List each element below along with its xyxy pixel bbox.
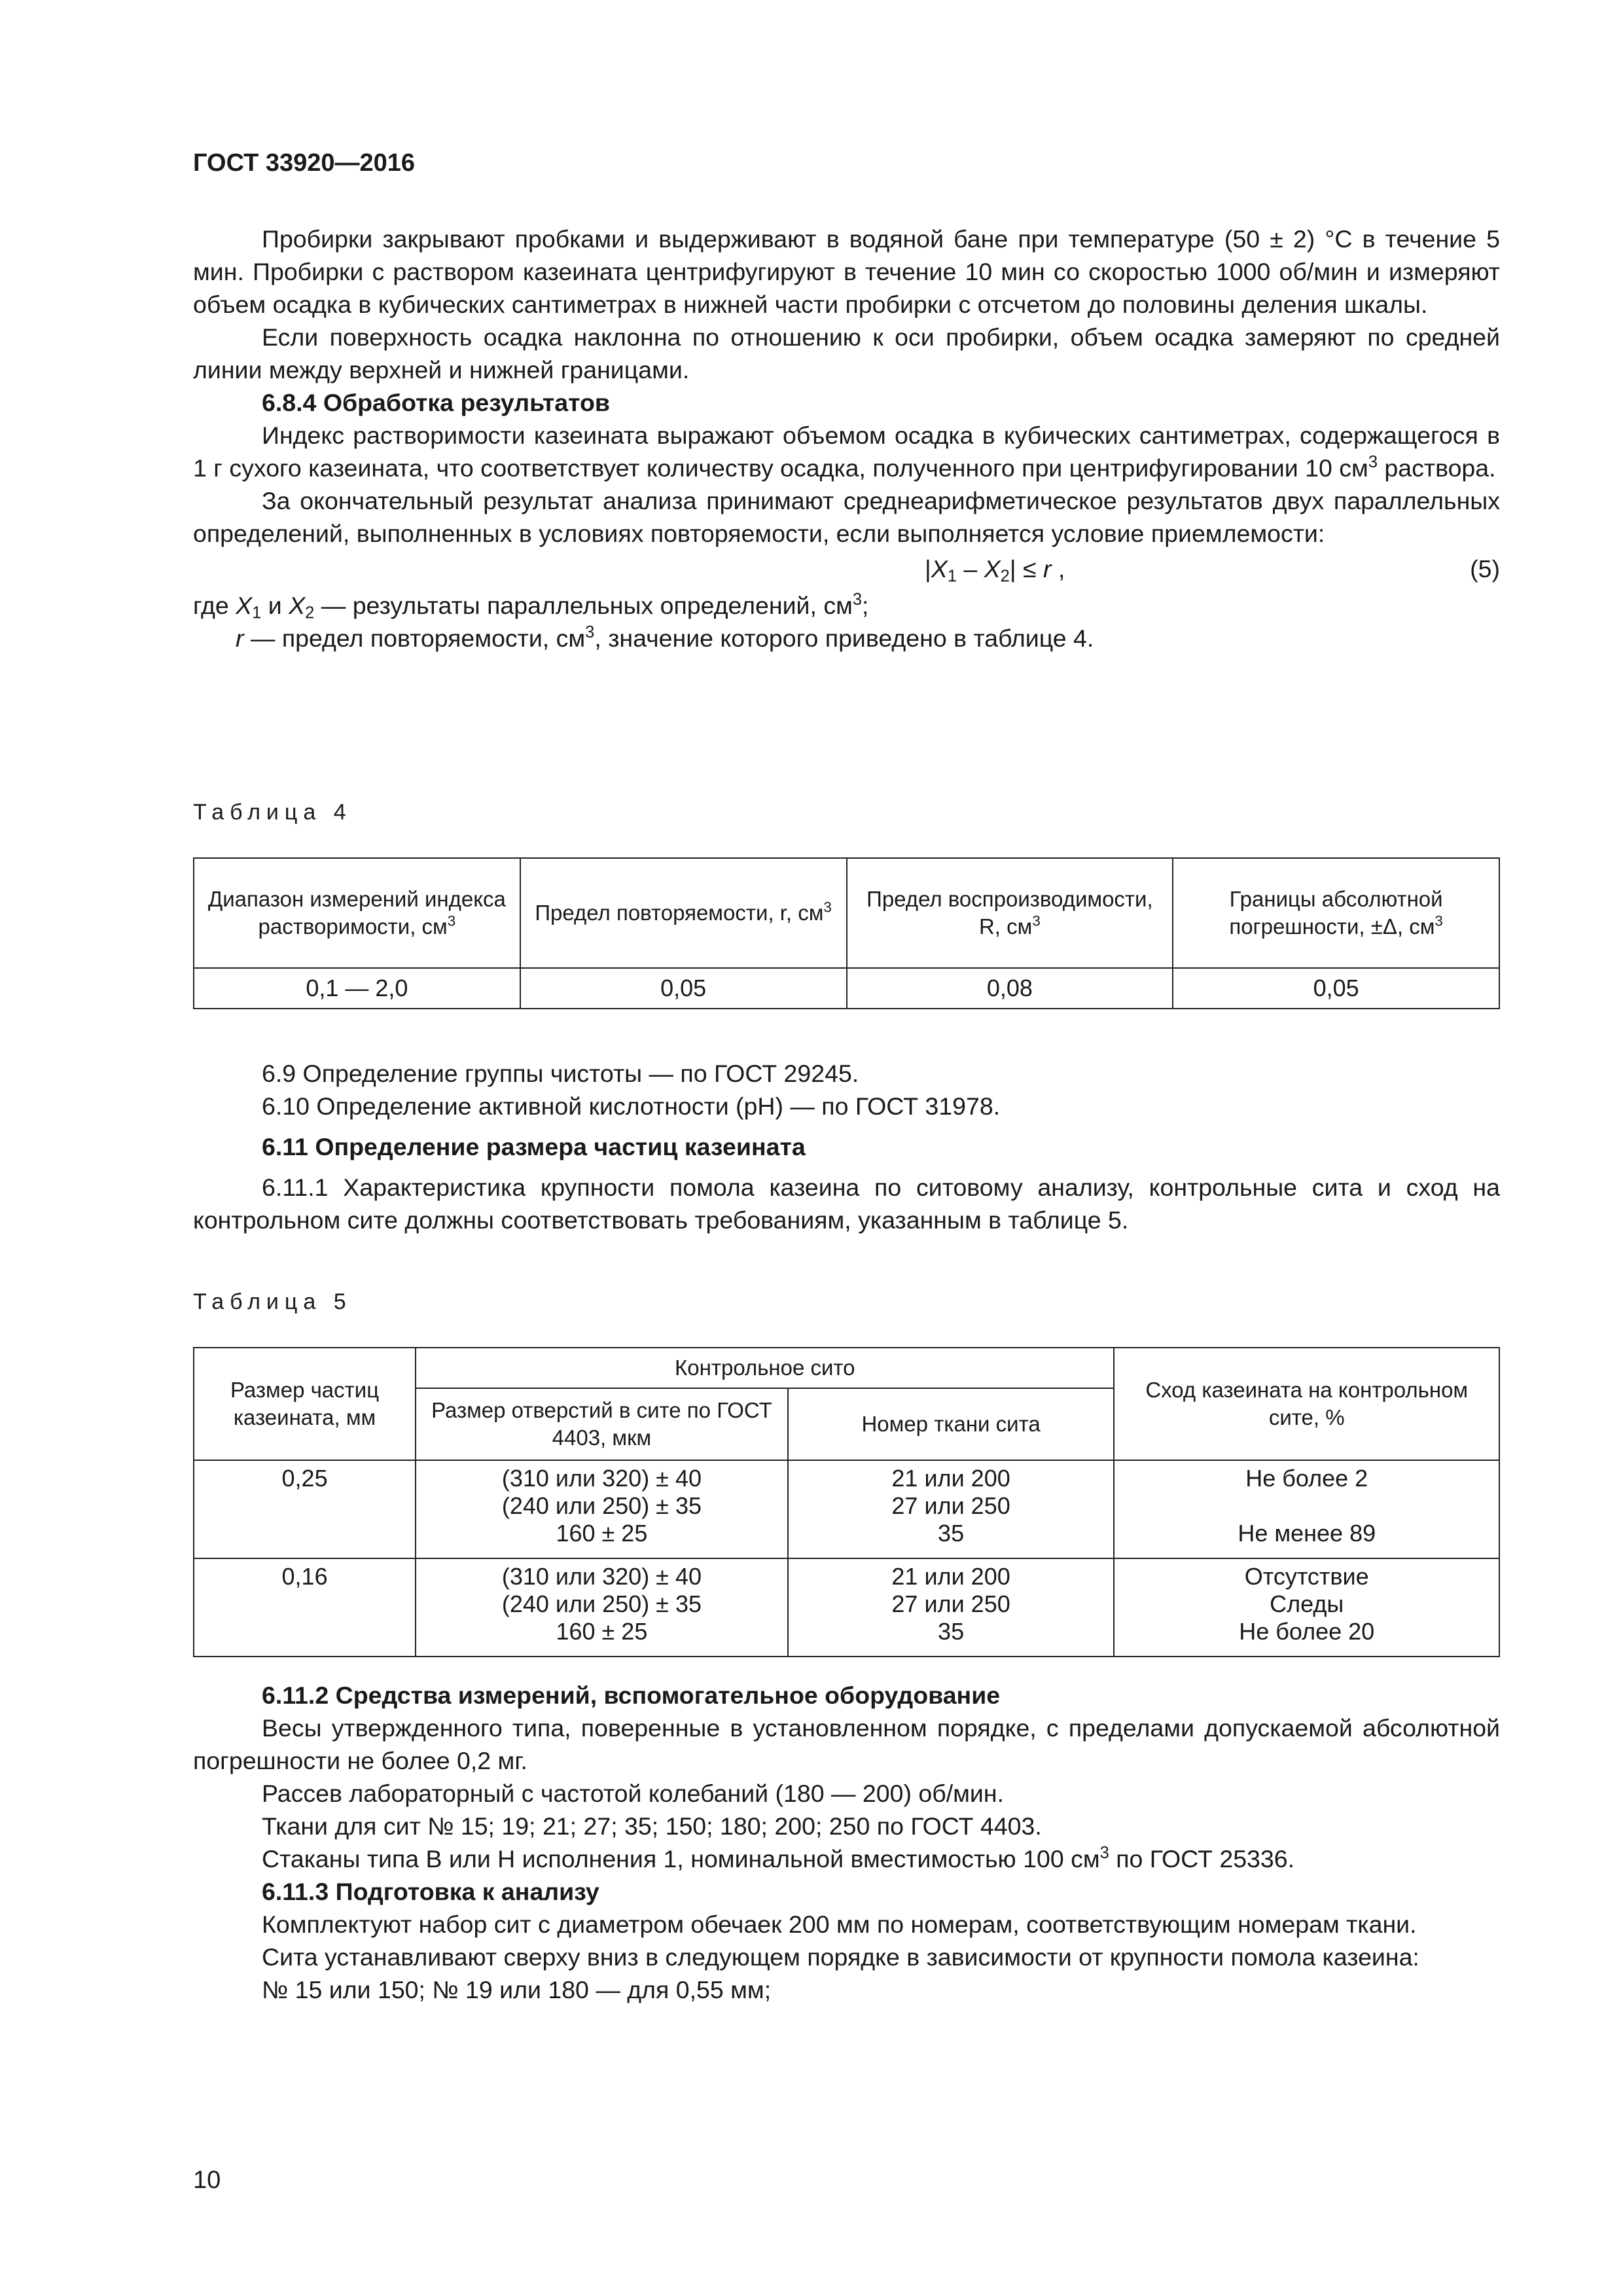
table5-cell-size: 0,16: [194, 1558, 416, 1657]
where-r: r — предел повторяемости, $см^3$, значение которого приведено в таблице 4.: [236, 622, 1094, 652]
table5-cell-holes: (310 или 320) ± 40 (240 или 250) ± 35 160 ± 25: [416, 1558, 788, 1657]
table4-cell-range: 0,1 — 2,0: [194, 968, 520, 1009]
text-block-2: [193, 1057, 1500, 1236]
table4-header-range: Диапазон измерений индекса растворимости, $см^3$: [194, 858, 520, 968]
paragraph-6-10: 6.10 Определение активной кислотности (рН) — по ГОСТ 31978.: [262, 1092, 1001, 1120]
heading-6-11-2: 6.11.2 Средства измерений, вспомогательное оборудование: [262, 1681, 1001, 1709]
heading-6-8-4: 6.8.4 Обработка результатов: [262, 389, 610, 416]
table4-cell-abs-error: 0,05: [1173, 968, 1499, 1009]
text-block-1: [193, 223, 1500, 655]
table-row: [194, 1460, 1499, 1558]
table-row: [194, 1558, 1499, 1657]
table5-header-pass: Сход казеината на контрольном сите, %: [1114, 1348, 1499, 1460]
table-row: [194, 968, 1499, 1009]
paragraph-sieve-numbers: № 15 или 150; № 19 или 180 — для 0,55 мм;: [262, 1976, 772, 2003]
paragraph-sifter: Рассев лабораторный с частотой колебаний (180 — 200) об/мин.: [262, 1780, 1004, 1807]
table5-cell-holes: (310 или 320) ± 40 (240 или 250) ± 35 160 ± 25: [416, 1460, 788, 1558]
table4-header-abs-error: Границы абсолютной погрешности, ±Δ, $см^3$: [1173, 858, 1499, 968]
table5-cell-pass: Отсутствие Следы Не более 20: [1114, 1558, 1499, 1657]
table5-header-sieve: Контрольное сито: [416, 1348, 1114, 1388]
paragraph-final-result: За окончательный результат анализа принимают среднеарифметическое результатов двух параллельных определений, выполненных в условиях повторяемости, если выполняется условие приемлемости:: [193, 487, 1500, 547]
table-5: [193, 1347, 1500, 1657]
paragraph-scales: Весы утвержденного типа, поверенные в установленном порядке, с пределами допускаемой абсолютной погрешности не более 0,2 мг.: [193, 1714, 1500, 1774]
table4-cell-repeatability: 0,05: [520, 968, 847, 1009]
table5-cell-cloth: 21 или 200 27 или 250 35: [788, 1460, 1115, 1558]
table5-cell-size: 0,25: [194, 1460, 416, 1558]
table4-header-reproducibility: Предел воспроизводимости, R, $см^3$: [847, 858, 1173, 968]
table5-cell-cloth: 21 или 200 27 или 250 35: [788, 1558, 1115, 1657]
where-x1-x2: где $X_1$ и $X_2$ — результаты параллельных определений, $см^3$;: [193, 590, 869, 622]
table4-cell-reproducibility: 0,08: [847, 968, 1173, 1009]
paragraph-sediment-surface: Если поверхность осадка наклонна по отношению к оси пробирки, объем осадка замеряют по средней линии между верхней и нижней границами.: [193, 323, 1500, 384]
table-4: [193, 857, 1500, 1009]
paragraph-incubation: Пробирки закрывают пробками и выдерживают в водяной бане при температуре (50 ± 2) °С в течение 5 мин. Пробирки с раствором казеината центрифугируют в течение 10 мин со скоростью 1000 об/мин и измеряют объем осадка в кубических сантиметрах в нижней части пробирки с отсчетом до половины деления шкалы.: [193, 225, 1500, 318]
document-header: ГОСТ 33920—2016: [193, 149, 416, 177]
formula-expression: $|X_1 - X_2| \le r$ ,: [925, 555, 1065, 586]
paragraph-solubility-index: Индекс растворимости казеината выражают объемом осадка в кубических сантиметрах, содержащегося в 1 г сухого казеината, что соответствует количеству осадка, полученного при центрифугировании 10 $см^3$ раствора.: [193, 422, 1500, 482]
table5-caption: Таблица 5: [193, 1289, 352, 1314]
heading-6-11: 6.11 Определение размера частиц казеината: [262, 1133, 806, 1160]
formula-5: [193, 550, 1500, 589]
table5-cell-pass: Не более 2 Не менее 89: [1114, 1460, 1499, 1558]
table5-header-holes: Размер отверстий в сите по ГОСТ 4403, мкм: [416, 1388, 788, 1460]
table4-header-repeatability: Предел повторяемости, r, $см^3$: [520, 858, 847, 968]
paragraph-sieve-cloth: Ткани для сит № 15; 19; 21; 27; 35; 150; 180; 200; 250 по ГОСТ 4403.: [262, 1812, 1042, 1840]
table5-header-row-1: [194, 1348, 1499, 1388]
paragraph-sieve-set: Комплектуют набор сит с диаметром обечаек 200 мм по номерам, соответствующим номерам ткани.: [262, 1910, 1417, 1938]
table4-header-row: [194, 858, 1499, 968]
paragraph-6-11-1: 6.11.1 Характеристика крупности помола казеина по ситовому анализу, контрольные сита и сход на контрольном сите должны соответствовать требованиям, указанным в таблице 5.: [193, 1174, 1500, 1234]
table4-caption: Таблица 4: [193, 800, 352, 825]
paragraph-sieve-order: Сита устанавливают сверху вниз в следующем порядке в зависимости от крупности помола казеина:: [262, 1943, 1419, 1971]
paragraph-beakers: Стаканы типа В или Н исполнения 1, номинальной вместимостью 100 $см^3$ по ГОСТ 25336.: [262, 1843, 1295, 1873]
table5-header-cloth: Номер ткани сита: [788, 1388, 1115, 1460]
text-block-3: [193, 1679, 1500, 2006]
table5-header-size: Размер частиц казеината, мм: [194, 1348, 416, 1460]
paragraph-6-9: 6.9 Определение группы чистоты — по ГОСТ 29245.: [262, 1060, 859, 1087]
heading-6-11-3: 6.11.3 Подготовка к анализу: [262, 1878, 599, 1905]
page-number: 10: [193, 2166, 221, 2194]
formula-number: (5): [1470, 555, 1500, 583]
